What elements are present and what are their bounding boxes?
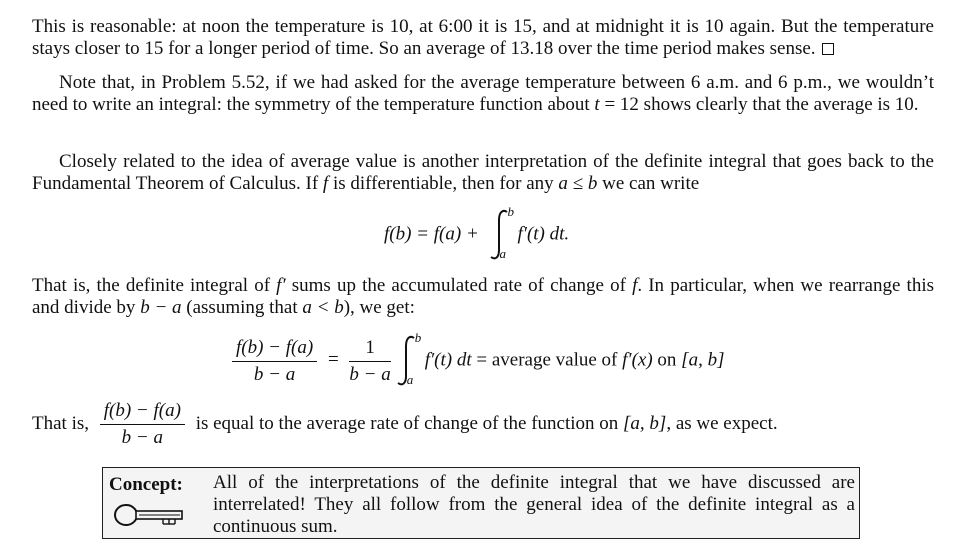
paragraph-text: sums up the accumulated rate of change of (285, 275, 633, 296)
fraction-denominator: b − a (121, 427, 163, 448)
math-variable: t (594, 94, 600, 115)
math-inequality: a ≤ b (558, 173, 598, 194)
paragraph-note (32, 72, 934, 116)
paragraph-text: That is, the definite integral of (32, 275, 277, 296)
fraction-denominator: b − a (349, 363, 391, 385)
math-variable: f (632, 275, 638, 296)
fraction-difference-quotient (232, 337, 317, 386)
paragraph-text: = 12 shows clearly that the average is 10. (599, 94, 919, 115)
paragraph-text: Closely related to the idea of average value is another interpretation of the definite integral that goes back to the Fundamental Theorem of Calculus. If (32, 151, 934, 194)
paragraph-text: , as we expect. (666, 412, 778, 434)
fraction-numerator: f(b) − f(a) (232, 337, 317, 362)
paragraph-text: (assuming that (181, 297, 303, 318)
equals-sign: = (327, 349, 339, 371)
math-interval: [a, b] (623, 412, 667, 434)
integral-sign (484, 204, 518, 262)
integral-sign (391, 330, 425, 388)
paragraph-ftc (32, 151, 934, 195)
integral-upper-limit: b (414, 330, 422, 345)
qed-box-icon (822, 43, 834, 55)
equation-ftc (384, 204, 570, 262)
integral-upper-limit: b (507, 204, 515, 219)
paragraph-text: is equal to the average rate of change of the function on (195, 412, 624, 434)
concept-box (102, 467, 860, 539)
integrand: f′(t) dt. (517, 223, 570, 245)
math-variable: f′ (276, 275, 286, 296)
paragraph-accumulated (32, 275, 934, 319)
equation-lhs: f(b) = f(a) + (384, 223, 484, 245)
key-icon (113, 502, 185, 534)
fraction-numerator: f(b) − f(a) (100, 400, 185, 425)
math-variable: f (322, 173, 329, 194)
integral-lower-limit: a (499, 246, 507, 261)
paragraph-text: we can write (597, 173, 700, 194)
paragraph-text: ), we get: (343, 297, 415, 318)
equation-average-rate (232, 330, 725, 388)
paragraph-text: This is reasonable: at noon the temperature is 10, at 6:00 it is 15, and at midnight it is 10 again. But the temperature stays closer to 15 for a longer period of time. So an average of 13.18 over the time period makes sense. (32, 16, 934, 59)
math-expression: f′(x) (622, 349, 653, 371)
fraction-difference-quotient (100, 400, 185, 449)
concept-text: All of the interpretations of the definite integral that we have discussed are interrelated! They all follow from the general idea of the definite integral as a continuous sum. (213, 472, 855, 537)
fraction-numerator: 1 (349, 337, 390, 362)
integral-lower-limit: a (406, 372, 414, 387)
math-expression: b − a (140, 297, 182, 318)
math-interval: [a, b] (681, 349, 725, 371)
paragraph-text: Note that, in Problem 5.52, if we had asked for the average temperature between 6 a.m. and 6 p.m., we wouldn’t need to write an integral: the symmetry of the temperature function about (32, 72, 934, 115)
math-inequality: a < b (302, 297, 344, 318)
paragraph-conclusion (32, 400, 778, 449)
paragraph-text: . In particular, when we rearrange this and divide by (32, 275, 934, 318)
integrand: f′(t) dt (424, 349, 472, 371)
fraction-reciprocal (349, 337, 390, 386)
equation-rhs-text: on (652, 349, 682, 371)
paragraph-text: is differentiable, then for any (328, 173, 559, 194)
concept-label: Concept: (109, 474, 183, 495)
fraction-denominator: b − a (253, 363, 296, 385)
paragraph-text: That is, (32, 412, 89, 434)
equation-rhs-text: = average value of (471, 349, 623, 371)
paragraph-reasonable (32, 16, 934, 60)
